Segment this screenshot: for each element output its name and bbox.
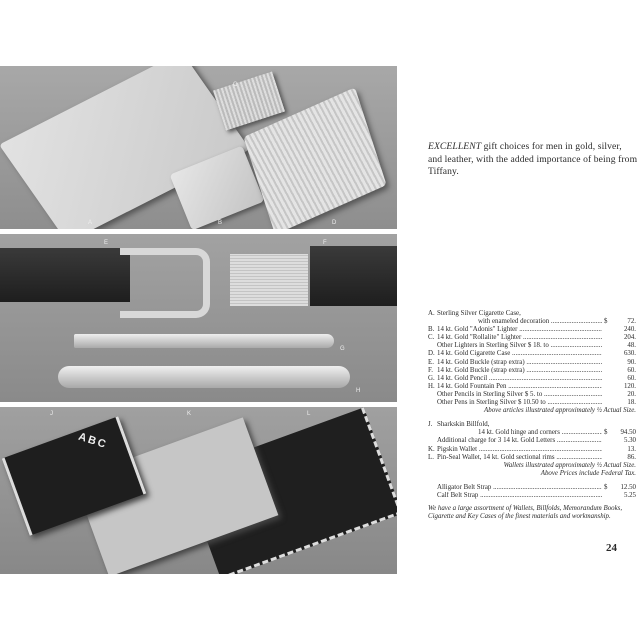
page-number: 24 xyxy=(606,542,617,554)
price-row-a-1: A. Sterling Silver Cigarette Case, xyxy=(428,310,521,317)
label-h: H xyxy=(356,388,361,394)
label-l: L xyxy=(307,411,311,417)
price-row-k: K. Pigskin Wallet ..... 13. xyxy=(428,446,636,454)
label-d: D xyxy=(332,220,337,226)
photo-buckles-pens xyxy=(0,234,397,402)
price-row-c: C. 14 kt. Gold "Rollalite" Lighter ..... 204. xyxy=(428,334,636,342)
price-row-other-pencils: Other Pencils in Sterling Silver $ 5. to ..... 20. xyxy=(428,391,636,399)
photo-cases-lighters xyxy=(0,66,397,229)
price-row-g: G. 14 kt. Gold Pencil ..... 60. xyxy=(428,375,636,383)
monogram: ABC xyxy=(76,430,109,452)
price-row-a-2: with enameled decoration ..... $ 72. xyxy=(428,318,636,326)
price-row-l: L. Pin-Seal Wallet, 14 kt. Gold sectional rims ..... 86. xyxy=(428,454,636,462)
closing-note: We have a large assortment of Wallets, Billfolds, Memorandum Books, Cigarette and Key Cases of the finest materials and workmanship. xyxy=(428,505,623,521)
label-g: G xyxy=(340,346,345,352)
label-a: A xyxy=(88,220,93,226)
price-row-h: H. 14 kt. Gold Fountain Pen ..... 120. xyxy=(428,383,636,391)
price-row-f: F. 14 kt. Gold Buckle (strap extra) ..... 60. xyxy=(428,367,636,375)
note-scale-wallets: Wallets illustrated approximately ½ Actual Size. xyxy=(503,461,636,469)
buckle-e xyxy=(120,248,210,318)
intro-paragraph xyxy=(428,141,638,179)
leather-belt-f xyxy=(310,246,397,306)
intro-text: gift choices for men in gold, silver, and leather, with the added importance of being from Tiffany. xyxy=(428,141,638,178)
price-row-other-pens: Other Pens in Sterling Silver $ 10.50 to ..... 18. xyxy=(428,399,636,407)
price-row-other-lighters: Other Lighters in Sterling Silver $ 18. to ..... 48. xyxy=(428,342,636,350)
photo-wallets xyxy=(0,407,397,574)
note-federal-tax: Above Prices include Federal Tax. xyxy=(540,469,636,477)
leather-belt-e xyxy=(0,248,130,302)
price-row-b: B. 14 kt. Gold "Adonis" Lighter ..... 240. xyxy=(428,326,636,334)
fountain-pen-h xyxy=(58,366,350,388)
pencil-g xyxy=(74,334,334,348)
label-b: B xyxy=(218,220,223,226)
price-row-d: D. 14 kt. Gold Cigarette Case ..... 630. xyxy=(428,350,636,358)
lighter-c xyxy=(213,71,285,130)
price-row-e: E. 14 kt. Gold Buckle (strap extra) ..... 90. xyxy=(428,359,636,367)
label-j: J xyxy=(50,411,53,417)
price-row-letters: Additional charge for 3 14 kt. Gold Letters ..... 5.30 xyxy=(428,437,636,445)
price-list xyxy=(428,310,636,521)
label-f: F xyxy=(323,240,327,246)
price-row-j-2: 14 kt. Gold hinge and corners ..... $ 94.50 xyxy=(428,429,636,437)
buckle-f xyxy=(230,254,308,306)
label-k: K xyxy=(187,411,192,417)
price-row-alligator: Alligator Belt Strap ..... $ 12.50 xyxy=(428,484,636,492)
intro-lead: EXCELLENT xyxy=(428,141,482,152)
price-row-j-1: J. Sharkskin Billfold, xyxy=(428,421,490,429)
label-e: E xyxy=(104,240,109,246)
label-c: C xyxy=(233,82,238,88)
note-scale-articles: Above articles illustrated approximately ½ Actual Size. xyxy=(484,407,636,415)
price-row-calf: Calf Belt Strap ..... 5.25 xyxy=(428,492,636,500)
